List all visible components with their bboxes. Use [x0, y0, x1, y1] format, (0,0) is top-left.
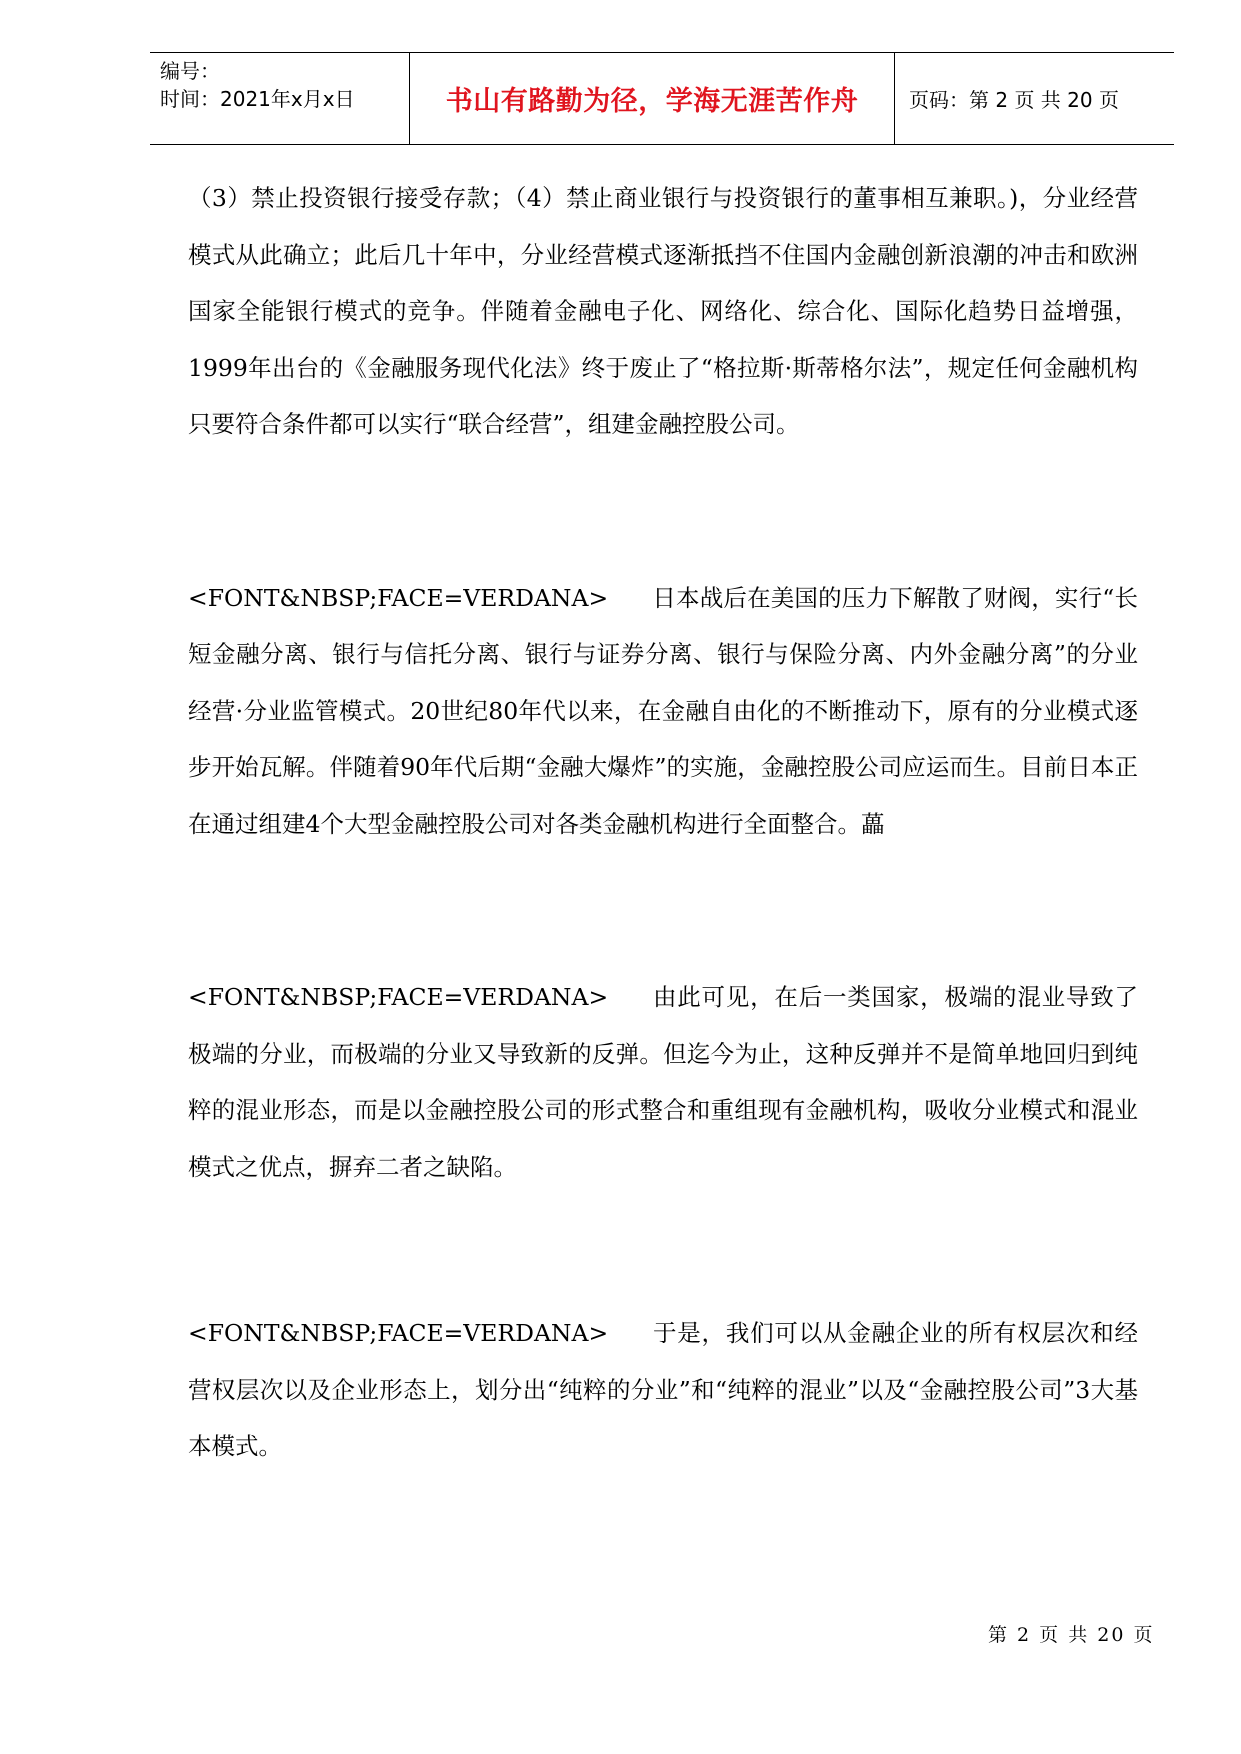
header-meta [150, 53, 410, 144]
paragraph-3 [188, 969, 1138, 1195]
paragraph-1 [188, 170, 1138, 453]
header-motto: 书山有路勤为径，学海无涯苦作舟 [445, 86, 859, 117]
paragraph-gap [188, 852, 1138, 969]
paragraph-lead-tag: <FONT&NBSP;FACE=VERDANA> [188, 983, 609, 1011]
paragraph-text: 由此可见，在后一类国家，极端的混业导致了极端的分业，而极端的分业又导致新的反弹。但迄今为止，这种反弹并不是简单地回归到纯粹的混业形态，而是以金融控股公司的形式整合和重组现有金融机构，吸收分业模式和混业模式之优点，摒弃二者之缺陷。 [188, 983, 1138, 1181]
header-motto-cell [410, 53, 895, 144]
paragraph-gap [188, 1195, 1138, 1305]
paragraph-4 [188, 1305, 1138, 1475]
page-header [150, 52, 1174, 145]
time-label: 时间：2021年x月x日 [160, 87, 355, 111]
paragraph-text: 于是，我们可以从金融企业的所有权层次和经营权层次以及企业形态上，划分出“纯粹的分业”和“纯粹的混业”以及“金融控股公司”3大基本模式。 [188, 1319, 1138, 1460]
paragraph-2 [188, 570, 1138, 853]
page-footer-number: 第 2 页 共 20 页 [988, 1624, 1155, 1646]
paragraph-lead-tag: <FONT&NBSP;FACE=VERDANA> [188, 1319, 609, 1347]
paragraph-text: （3）禁止投资银行接受存款；（4）禁止商业银行与投资银行的董事相互兼职。)，分业经营模式从此确立；此后几十年中，分业经营模式逐渐抵挡不住国内金融创新浪潮的冲击和欧洲国家全能银行模式的竞争。伴随着金融电子化、网络化、综合化、国际化趋势日益增强，1999年出台的《金融服务现代化法》终于废止了“格拉斯·斯蒂格尔法”，规定任何金融机构只要符合条件都可以实行“联合经营”，组建金融控股公司。 [188, 184, 1138, 438]
paragraph-lead-tag: <FONT&NBSP;FACE=VERDANA> [188, 583, 609, 612]
serial-number-label: 编号： [160, 59, 220, 83]
paragraph-text: 日本战后在美国的压力下解散了财阀，实行“长短金融分离、银行与信托分离、银行与证券分离、银行与保险分离、内外金融分离”的分业经营·分业监管模式。20世纪80年代以来，在金融自由化的不断推动下，原有的分业模式逐步开始瓦解。伴随着90年代后期“金融大爆炸”的实施，金融控股公司应运而生。目前日本正在通过组建4个大型金融控股公司对各类金融机构进行全面整合。藟 [188, 583, 1138, 838]
header-page-label: 页码：第 2 页 共 20 页 [909, 88, 1119, 112]
document-body [188, 170, 1138, 1475]
paragraph-gap [188, 453, 1138, 570]
header-page-cell [895, 53, 1174, 144]
